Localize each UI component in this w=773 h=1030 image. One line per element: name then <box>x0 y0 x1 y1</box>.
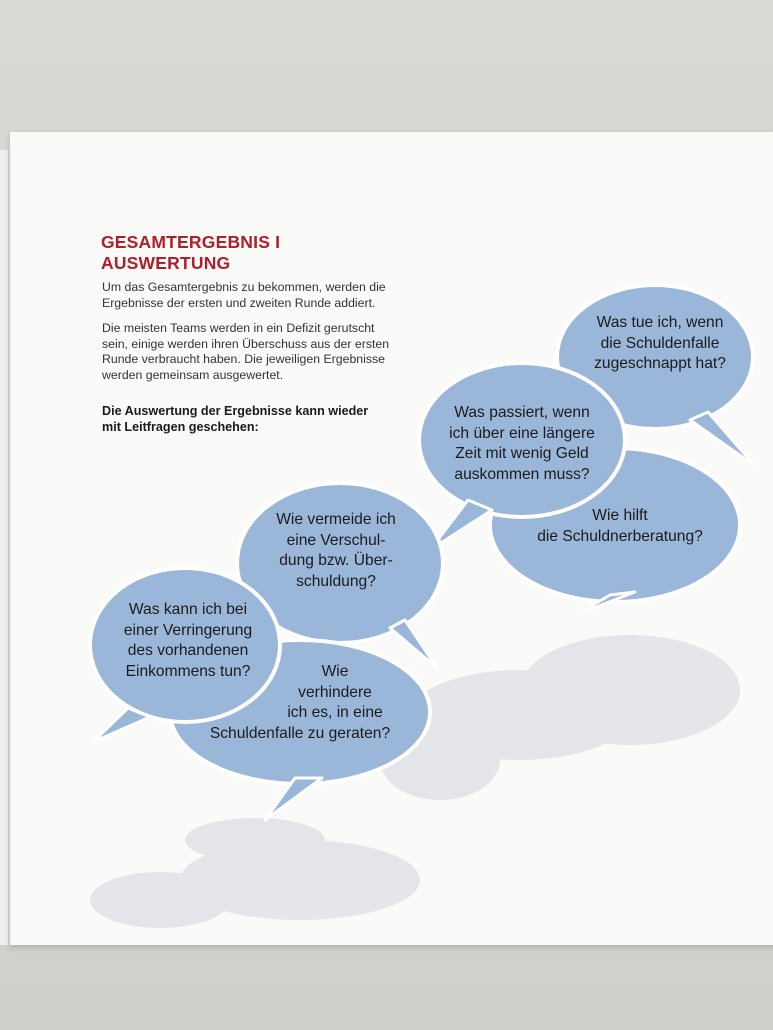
text-line: des vorhandenen <box>127 642 249 659</box>
text-line: Ergebnisse der ersten und zweiten Runde addiert. <box>102 295 376 310</box>
text-line: einer Verringerung <box>123 621 253 639</box>
text-line: dung bzw. Über- <box>279 552 393 569</box>
text-line: Was kann ich bei <box>128 601 248 618</box>
text-line: schuldung? <box>296 572 376 590</box>
bubble-question <box>256 510 416 592</box>
text-line: Wie <box>321 663 349 680</box>
text-line: Einkommens tun? <box>125 662 251 680</box>
text-line: eine Verschul- <box>286 531 386 549</box>
text-line: Was passiert, wenn <box>454 404 590 421</box>
bubble-reflection <box>185 818 325 862</box>
text-line: die Schuldnerberatung? <box>537 527 703 545</box>
page-title-line: AUSWERTUNG <box>101 253 231 273</box>
text-line: mit Leitfragen geschehen: <box>102 419 259 434</box>
text-line: Die meisten Teams werden in ein Defizit gerutscht <box>102 321 375 335</box>
text-line: zugeschnappt hat? <box>594 355 726 372</box>
text-line: Was tue ich, wenn <box>596 314 724 331</box>
text-line: Runde verbraucht haben. Die jeweiligen Ergebnisse <box>102 352 386 367</box>
bubble-question <box>510 506 730 547</box>
text-line: auskommen muss? <box>454 465 590 483</box>
text-line: Um das Gesamtergebnis zu bekommen, werden die <box>102 280 386 294</box>
text-line: Schuldenfalle zu geraten? <box>209 724 391 742</box>
text-line: Die Auswertung der Ergebnisse kann wieder <box>102 404 369 418</box>
text-line: die Schuldenfalle <box>600 334 720 352</box>
page-title-line: GESAMTERGEBNIS I <box>101 232 281 252</box>
text-line: verhindere <box>298 683 372 701</box>
bubble-reflection <box>90 872 230 928</box>
bubble-question <box>570 313 750 375</box>
bubble-question <box>190 662 410 744</box>
text-line: Wie vermeide ich <box>276 511 396 528</box>
text-line: ich es, in eine <box>287 704 383 721</box>
bubble-reflection <box>520 635 740 745</box>
text-line: Zeit mit wenig Geld <box>455 445 589 462</box>
text-line: werden gemeinsam ausgewertet. <box>102 367 284 382</box>
text-line: ich über eine längere <box>449 424 595 442</box>
text-line: sein, einige werden ihren Überschuss aus der ersten <box>102 336 390 351</box>
bubble-question <box>432 403 612 485</box>
text-line: Wie hilft <box>592 507 648 524</box>
